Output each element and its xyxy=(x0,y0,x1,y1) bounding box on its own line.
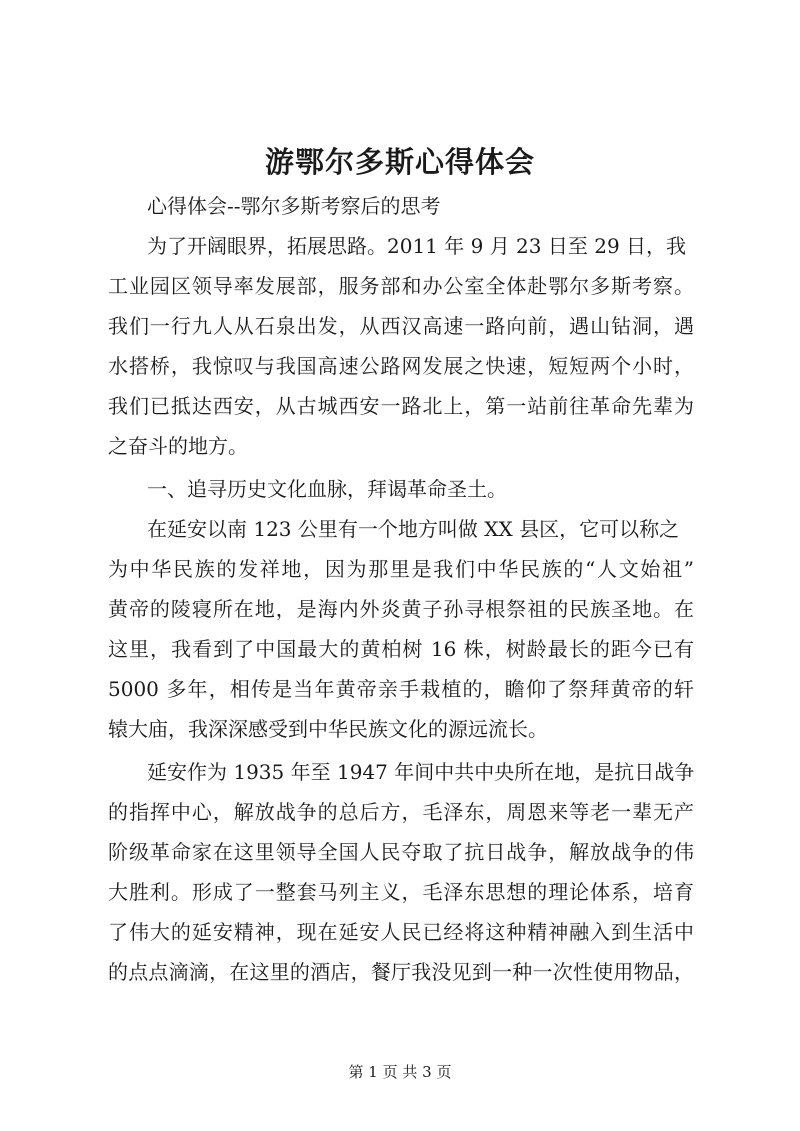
paragraph-3-line: 这里，我看到了中国最大的黄柏树 16 株，树龄最长的距今已有 xyxy=(108,637,694,661)
page-footer: 第 1 页 共 3 页 xyxy=(348,1063,452,1081)
paragraph-3-line: 为中华民族的发祥地，因为那里是我们中华民族的“人文始祖” xyxy=(108,557,694,581)
document-subtitle: 心得体会--鄂尔多斯考察后的思考 xyxy=(147,194,441,218)
paragraph-4-line: 延安作为 1935 年至 1947 年间中共中央所在地，是抗日战争 xyxy=(147,760,695,784)
paragraph-1-line: 水搭桥，我惊叹与我国高速公路网发展之快速，短短两个小时， xyxy=(108,354,694,378)
paragraph-3-line: 5000 多年，相传是当年黄帝亲手栽植的，瞻仰了祭拜黄帝的轩 xyxy=(108,677,694,701)
document-title: 游鄂尔多斯心得体会 xyxy=(264,145,535,179)
paragraph-4-line: 的点点滴滴，在这里的酒店，餐厅我没见到一种一次性使用物品， xyxy=(108,960,694,984)
paragraph-4-line: 大胜利。形成了一整套马列主义，毛泽东思想的理论体系，培育 xyxy=(108,880,694,904)
paragraph-3-line: 黄帝的陵寝所在地，是海内外炎黄子孙寻根祭祖的民族圣地。在 xyxy=(108,597,694,621)
paragraph-4-line: 阶级革命家在这里领导全国人民夺取了抗日战争，解放战争的伟 xyxy=(108,840,694,864)
paragraph-4-line: 了伟大的延安精神，现在延安人民已经将这种精神融入到生活中 xyxy=(108,920,694,944)
paragraph-1-line: 我们一行九人从石泉出发，从西汉高速一路向前，遇山钻洞，遇 xyxy=(108,314,694,338)
paragraph-1-line: 工业园区领导率发展部，服务部和办公室全体赴鄂尔多斯考察。 xyxy=(108,274,694,298)
paragraph-1-line: 之奋斗的地方。 xyxy=(108,434,248,458)
paragraph-1-line: 为了开阔眼界，拓展思路。2011 年 9 月 23 日至 29 日，我 xyxy=(147,234,687,258)
paragraph-3-line: 辕大庙，我深深感受到中华民族文化的源远流长。 xyxy=(108,717,548,741)
paragraph-1-line: 我们已抵达西安，从古城西安一路北上，第一站前往革命先辈为 xyxy=(108,394,694,418)
section-heading: 一、追寻历史文化血脉，拜谒革命圣土。 xyxy=(147,477,507,501)
paragraph-4-line: 的指挥中心，解放战争的总后方，毛泽东，周恩来等老一辈无产 xyxy=(108,800,694,824)
paragraph-3-line: 在延安以南 123 公里有一个地方叫做 XX 县区，它可以称之 xyxy=(147,517,680,541)
